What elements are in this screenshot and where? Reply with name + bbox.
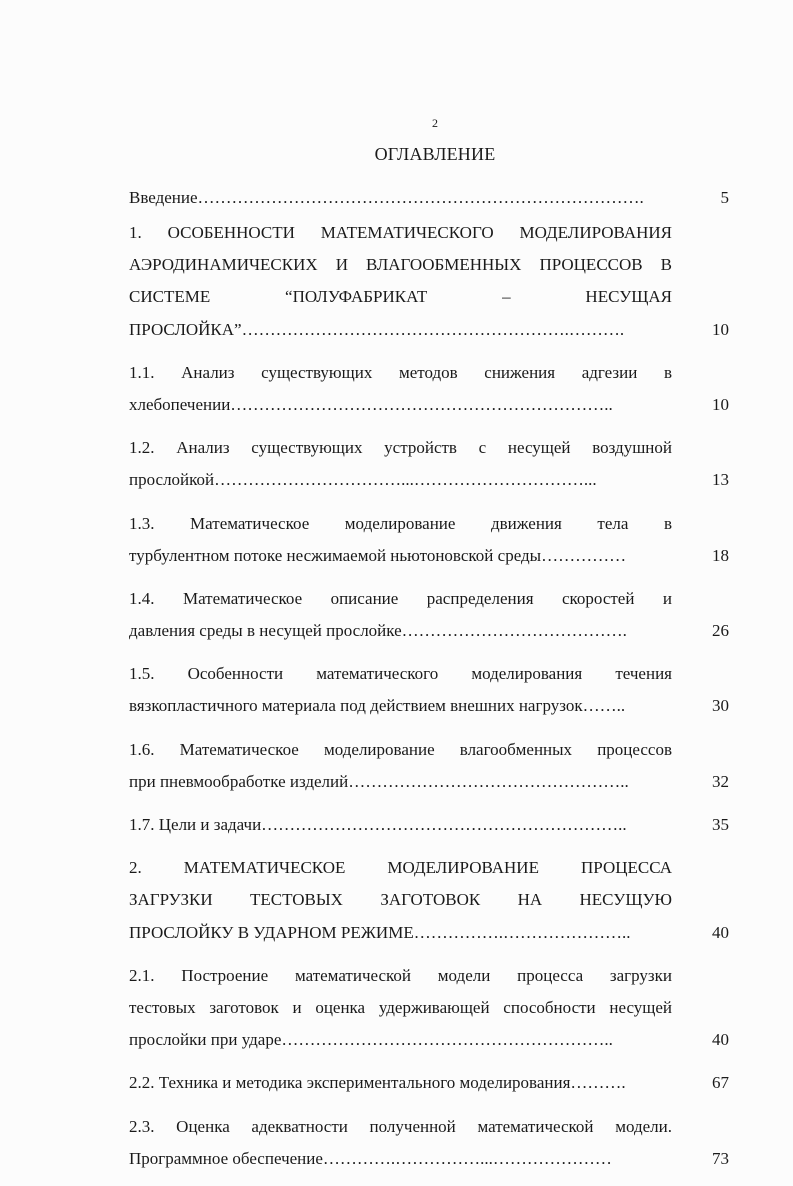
toc-entry-line: вязкопластичного материала под действием внешних нагрузок…….. xyxy=(129,696,626,716)
toc-entry-page: 18 xyxy=(712,545,729,565)
toc-entry-line: 1.5. Особенности математического моделирования течения xyxy=(129,664,672,684)
toc-entry-line: 2.1. Построение математической модели процесса загрузки xyxy=(129,965,672,985)
toc-entry-1-7[interactable] xyxy=(129,809,729,841)
toc-entry-line: при пневмообработке изделий………………………………………….. xyxy=(129,771,629,791)
toc-entry-line: 2.2. Техника и методика экспериментального моделирования………. xyxy=(129,1073,626,1093)
toc-entry-line: прослойки при ударе………………………………………………….. xyxy=(129,1030,613,1050)
toc-entry-line: давления среды в несущей прослойке…………………………………. xyxy=(129,621,627,641)
toc-entry-page: 30 xyxy=(712,696,729,716)
toc-entry-2-3[interactable] xyxy=(129,1111,729,1175)
toc-entry-line: 2. МАТЕМАТИЧЕСКОЕ МОДЕЛИРОВАНИЕ ПРОЦЕССА xyxy=(129,858,672,878)
toc-entry-page: 26 xyxy=(712,621,729,641)
toc-entry-line: СИСТЕМЕ “ПОЛУФАБРИКАТ – НЕСУЩАЯ xyxy=(129,287,672,307)
toc-entry-line: Введение……………………………………………………………………. xyxy=(129,188,644,207)
toc-entry-1-1[interactable] xyxy=(129,357,729,421)
toc-entry-chapter-1[interactable] xyxy=(129,217,729,346)
toc-entry-line: АЭРОДИНАМИЧЕСКИХ И ВЛАГООБМЕННЫХ ПРОЦЕССОВ В xyxy=(129,255,672,275)
toc-entry-line: ЗАГРУЗКИ ТЕСТОВЫХ ЗАГОТОВОК НА НЕСУЩУЮ xyxy=(129,890,672,910)
toc-entry-line: турбулентном потоке несжимаемой ньютоновской среды…………… xyxy=(129,545,627,565)
toc-entry-page: 35 xyxy=(712,815,729,834)
toc-entry-1-5[interactable] xyxy=(129,658,729,722)
toc-entry-line: тестовых заготовок и оценка удерживающей способности несущей xyxy=(129,997,672,1017)
toc-heading: ОГЛАВЛЕНИЕ xyxy=(374,144,496,164)
toc-entry-page: 73 xyxy=(712,1148,729,1168)
toc-entry-1-6[interactable] xyxy=(129,734,729,798)
toc-entry-line: 1.4. Математическое описание распределения скоростей и xyxy=(129,588,672,608)
toc-entry-chapter-2[interactable] xyxy=(129,852,729,949)
toc-entry-1-2[interactable] xyxy=(129,432,729,496)
toc-entry-2-1[interactable] xyxy=(129,960,729,1057)
toc-entry-page: 32 xyxy=(712,771,729,791)
toc-entry-line: 1.6. Математическое моделирование влагообменных процессов xyxy=(129,739,672,759)
toc-entry-page: 13 xyxy=(712,470,729,490)
toc-entry-page: 10 xyxy=(712,394,729,414)
toc-entry-page: 40 xyxy=(712,1030,729,1050)
toc-entry-page: 67 xyxy=(712,1073,729,1093)
toc-entry-line: ПРОСЛОЙКУ В УДАРНОМ РЕЖИМЕ…………….………………….. xyxy=(129,922,631,942)
toc-entry-1-4[interactable] xyxy=(129,583,729,647)
toc-entry-page: 40 xyxy=(712,922,729,942)
toc-entry-line: 2.3. Оценка адекватности полученной математической модели. xyxy=(129,1116,672,1136)
toc-entry-line: 1.3. Математическое моделирование движения тела в xyxy=(129,513,672,533)
table-of-contents xyxy=(129,185,729,1186)
toc-entry-line: прослойкой……………………………...…………………………... xyxy=(129,470,597,490)
toc-entry-line: Программное обеспечение………….……………...………………… xyxy=(129,1148,612,1168)
toc-entry-line: хлебопечении………………………………………………………….. xyxy=(129,394,613,414)
toc-entry-line: 1.2. Анализ существующих устройств с несущей воздушной xyxy=(129,438,672,458)
toc-entry-line: 1. ОСОБЕННОСТИ МАТЕМАТИЧЕСКОГО МОДЕЛИРОВАНИЯ xyxy=(129,223,672,242)
toc-entry-line: 1.7. Цели и задачи……………………………………………………….. xyxy=(129,815,627,834)
toc-entry-line: 1.1. Анализ существующих методов снижения адгезии в xyxy=(129,362,672,382)
toc-entry-page: 10 xyxy=(712,319,729,339)
toc-entry-2-2[interactable] xyxy=(129,1067,729,1099)
toc-entry-line: ПРОСЛОЙКА”………………………………………………….………. xyxy=(129,319,625,339)
toc-entry-introduction[interactable] xyxy=(129,185,729,211)
toc-entry-page: 5 xyxy=(720,188,729,207)
page-number: 2 xyxy=(432,116,438,130)
toc-entry-1-3[interactable] xyxy=(129,508,729,572)
